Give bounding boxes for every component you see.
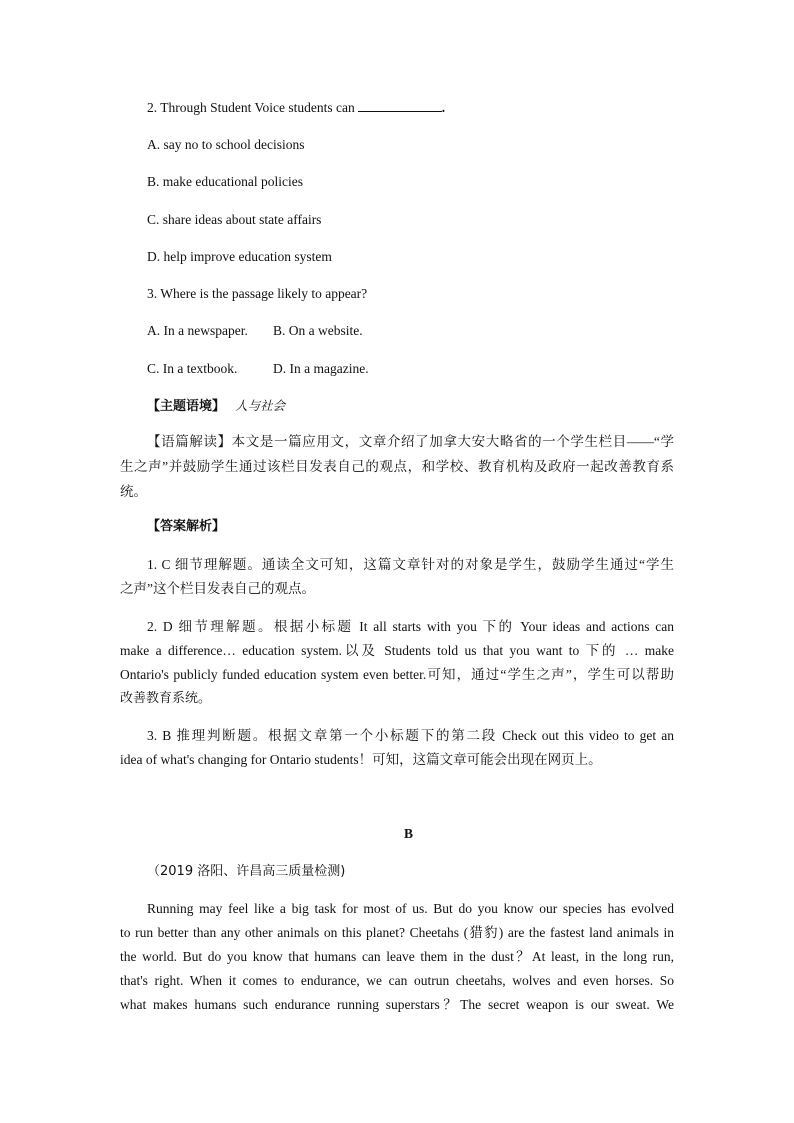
passage-interpretation <box>120 429 674 504</box>
option-2c: C. share ideas about state affairs <box>147 212 322 227</box>
option-3b: B. On a website. <box>273 323 363 338</box>
option-3a: A. In a newspaper. <box>147 323 248 338</box>
question-2-stem <box>147 99 445 117</box>
option-2a: A. say no to school decisions <box>147 137 305 152</box>
answer-2-line-1: 2. D 细节理解题。根据小标题 It all starts with you 下的 Your ideas and actions can <box>147 619 674 634</box>
interpretation-line-3: 统。 <box>120 484 147 499</box>
question-2-text: 2. Through Student Voice students can <box>147 100 355 115</box>
answer-1 <box>120 553 674 601</box>
theme-context <box>147 397 285 416</box>
answer-2-line-3: Ontario's publicly funded education system even better.可知，通过“学生之声”，学生可以帮助 <box>120 667 674 682</box>
answer-1-line-1: 1. C 细节理解题。通读全文可知，这篇文章针对的对象是学生，鼓励学生通过“学生 <box>147 557 674 572</box>
option-2b: B. make educational policies <box>147 174 303 189</box>
passage-line-5: what makes humans such endurance running superstars？The secret weapon is our sweat. We <box>120 997 674 1012</box>
option-3d: D. In a magazine. <box>273 361 369 376</box>
question-3-stem: 3. Where is the passage likely to appear? <box>147 286 368 301</box>
answer-1-line-2: 之声”这个栏目发表自己的观点。 <box>120 581 315 596</box>
answer-blank <box>358 99 442 112</box>
answer-2-line-2: make a difference… education system.以及 Students told us that you want to 下的 … make <box>120 643 674 658</box>
answer-3-line-2: idea of what's changing for Ontario students！可知，这篇文章可能会出现在网页上。 <box>120 752 602 767</box>
theme-value: 人与社会 <box>235 398 286 413</box>
interpretation-line-2: 生之声”并鼓励学生通过该栏目发表自己的观点，和学校、教育机构及政府一起改善教育系 <box>120 459 674 474</box>
passage-line-4: that's right. When it comes to endurance, we can outrun cheetahs, wolves and even horses. So <box>120 973 674 988</box>
answer-2-line-4: 改善教育系统。 <box>120 691 212 706</box>
question-2-period: . <box>441 100 446 115</box>
answer-3 <box>120 724 674 772</box>
option-3c: C. In a textbook. <box>147 361 238 376</box>
section-title: B <box>404 826 414 841</box>
passage-line-1: Running may feel like a big task for most of us. But do you know our species has evolved <box>147 901 674 916</box>
answer-2 <box>120 615 674 711</box>
passage-line-2: to run better than any other animals on this planet? Cheetahs (猎豹) are the fastest land animals in <box>120 925 674 940</box>
interpretation-line-1: 【语篇解读】本文是一篇应用文，文章介绍了加拿大安大略省的一个学生栏目——“学 <box>147 434 674 449</box>
section-source: （2019 洛阳、许昌高三质量检测) <box>147 864 346 879</box>
answers-heading: 【答案解析】 <box>147 519 226 534</box>
answer-3-line-1: 3. B 推理判断题。根据文章第一个小标题下的第二段 Check out this video to get an <box>147 728 674 743</box>
passage-line-3: the world. But do you know that humans can leave them in the dust？At least, in the long run, <box>120 949 674 964</box>
theme-label: 【主题语境】 <box>147 399 226 414</box>
option-2d: D. help improve education system <box>147 249 332 264</box>
passage-b <box>120 897 674 1017</box>
